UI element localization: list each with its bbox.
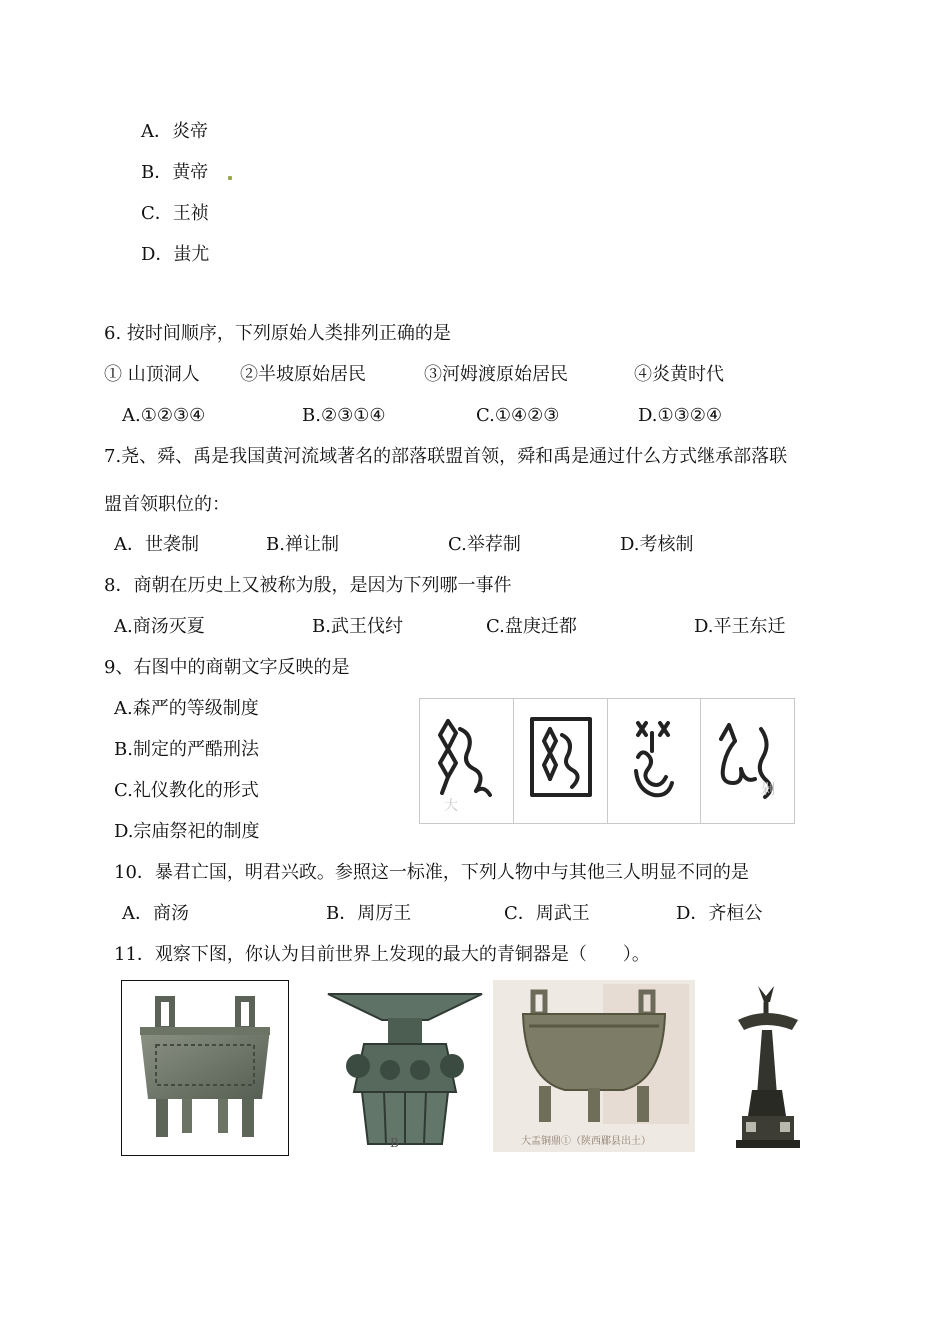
q10-stem: 10．暴君亡国，明君兴政。参照这一标准，下列人物中与其他三人明显不同的是 — [114, 862, 749, 883]
q8-stem: 8．商朝在历史上又被称为殷，是因为下列哪一事件 — [104, 575, 512, 596]
q9-option-d: D.宗庙祭祀的制度 — [114, 821, 260, 842]
glyph-watermark-left: 大 — [444, 798, 458, 814]
oracle-glyph-2 — [514, 699, 608, 823]
q5-option-d: D．蚩尤 — [141, 244, 210, 265]
oracle-glyph-1 — [420, 699, 514, 823]
q6-option-a: A.①②③④ — [122, 405, 206, 426]
q10-option-a: A．商汤 — [122, 903, 189, 924]
q7-stem-line2: 盟首领职位的： — [104, 494, 230, 515]
bronze-image-four-ram-zun — [324, 980, 486, 1152]
q7-option-d: D.考核制 — [620, 534, 694, 555]
q9-option-a: A.森严的等级制度 — [114, 698, 259, 719]
q6-item-4: ④炎黄时代 — [634, 364, 724, 385]
q8-option-c: C.盘庚迁都 — [486, 616, 577, 637]
q10-option-b: B．周厉王 — [326, 903, 412, 924]
stray-dot — [228, 176, 232, 180]
q8-option-a: A.商汤灭夏 — [114, 616, 205, 637]
bronze-image-square-ding — [121, 980, 289, 1156]
q9-option-b: B.制定的严酷刑法 — [114, 739, 259, 760]
q6-option-c: C.①④②③ — [476, 405, 560, 426]
image-c-caption: 大盂铜鼎①（陕西郿县出土） — [521, 1136, 651, 1147]
image-b-label: B — [390, 1136, 399, 1150]
q6-stem: 6. 按时间顺序，下列原始人类排列正确的是 — [104, 323, 451, 344]
q8-option-b: B.武王伐纣 — [312, 616, 403, 637]
q6-item-1: ① 山顶洞人 — [104, 364, 200, 385]
q5-option-c: C．王祯 — [141, 203, 209, 224]
q11-stem: 11．观察下图，你认为目前世界上发现的最大的青铜器是（ ）。 — [114, 944, 650, 965]
q10-option-d: D．齐桓公 — [676, 903, 763, 924]
oracle-glyph-4 — [701, 699, 794, 823]
oracle-bone-script-figure — [419, 698, 795, 824]
bronze-image-standing-figure — [728, 980, 812, 1150]
q6-option-d: D.①③②④ — [638, 405, 723, 426]
bronze-image-da-yu-ding — [493, 980, 695, 1152]
q8-option-d: D.平王东迁 — [694, 616, 786, 637]
q9-option-c: C.礼仪教化的形式 — [114, 780, 259, 801]
q5-option-a: A．炎帝 — [141, 121, 208, 142]
q7-option-a: A．世袭制 — [114, 534, 199, 555]
oracle-glyph-3 — [608, 699, 702, 823]
glyph-watermark-right: 剁 — [761, 782, 776, 798]
q7-option-c: C.举荐制 — [448, 534, 521, 555]
q6-item-3: ③河姆渡原始居民 — [424, 364, 568, 385]
q6-item-2: ②半坡原始居民 — [240, 364, 366, 385]
q10-option-c: C．周武王 — [504, 903, 590, 924]
q7-option-b: B.禅让制 — [266, 534, 339, 555]
q5-option-b: B．黄帝 — [141, 162, 209, 183]
q6-option-b: B.②③①④ — [302, 405, 386, 426]
q7-stem-line1: 7.尧、舜、禹是我国黄河流域著名的部落联盟首领，舜和禹是通过什么方式继承部落联 — [104, 446, 788, 467]
q9-stem: 9、右图中的商朝文字反映的是 — [104, 657, 350, 678]
